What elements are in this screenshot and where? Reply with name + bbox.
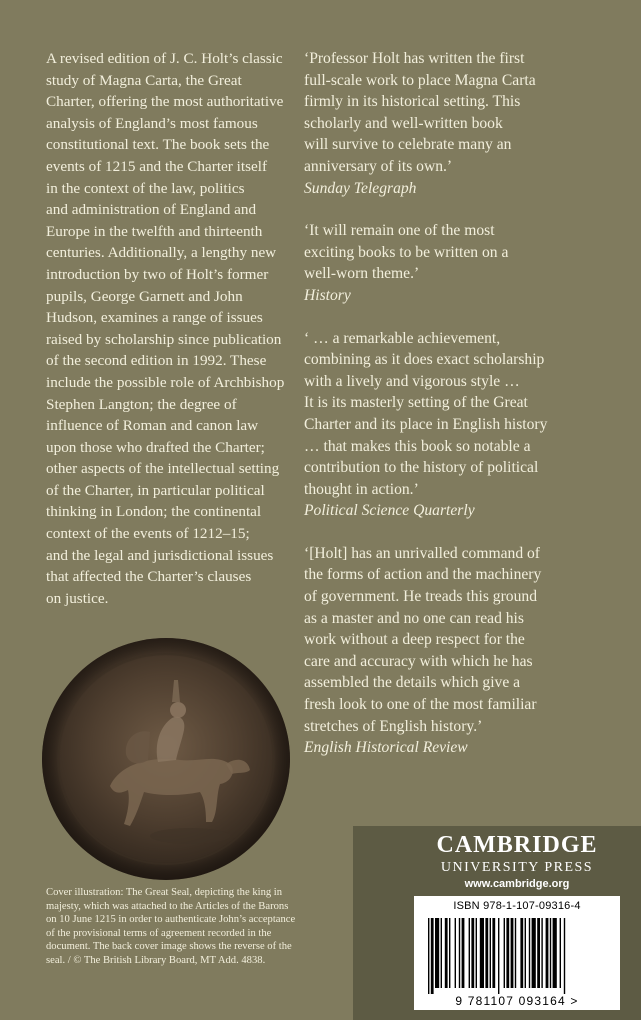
barcode-bar (537, 918, 540, 988)
quote-line: ‘ … a remarkable achievement, (304, 329, 501, 347)
caption-line: seal. / © The British Library Board, MT Add. 4838. (46, 954, 266, 966)
barcode-bar (498, 918, 499, 994)
description-line: context of the events of 1212–15; (46, 525, 250, 543)
barcode-bar (532, 918, 536, 988)
description-line: study of Magna Carta, the Great (46, 71, 242, 89)
quote-line: work without a deep respect for the (304, 631, 525, 649)
description-line: introduction by two of Holt’s former (46, 265, 269, 283)
quote-line: well-worn theme.’ (304, 265, 420, 283)
barcode-box (414, 896, 620, 1010)
barcode-bar (490, 918, 491, 988)
review-quote (304, 48, 624, 199)
barcode-bar (560, 918, 561, 988)
barcode-bar (476, 918, 477, 988)
barcode-bar (550, 918, 551, 988)
barcode-bar (459, 918, 460, 988)
quote-line: firmly in its historical setting. This (304, 93, 521, 111)
barcode-bar (471, 918, 474, 988)
description-line: and administration of England and (46, 201, 257, 219)
description-line: Charter, offering the most authoritative (46, 93, 284, 111)
description-line: in the context of the law, politics (46, 179, 245, 197)
quote-line: It is its masterly setting of the Great (304, 394, 528, 412)
description-line: include the possible role of Archbishop (46, 373, 285, 391)
great-seal-image (40, 636, 292, 882)
barcode-bar (525, 918, 526, 988)
book-description (46, 48, 302, 609)
description-line: and the legal and jurisdictional issues (46, 546, 274, 564)
barcode-bar (462, 918, 465, 988)
barcode-bar (469, 918, 470, 988)
quote-line: stretches of English history.’ (304, 717, 483, 735)
review-quotes (304, 48, 624, 780)
barcode-bar (564, 918, 565, 994)
barcode-bar (541, 918, 542, 988)
quote-line: ‘It will remain one of the most (304, 222, 495, 240)
description-line: centuries. Additionally, a lengthy new (46, 244, 277, 262)
quote-line: with a lively and vigorous style … (304, 372, 520, 390)
barcode-number: 9 781107 093164 > (455, 994, 579, 1008)
cover-illustration-caption (46, 886, 344, 967)
barcode-bar (431, 918, 434, 994)
publisher-panel (353, 826, 641, 1020)
quote-line: ‘Professor Holt has written the first (304, 50, 525, 67)
barcode-bar (553, 918, 557, 988)
review-quote (304, 220, 624, 306)
barcode-bar (435, 918, 439, 988)
barcode-bar (504, 918, 505, 988)
description-line: upon those who drafted the Charter; (46, 438, 265, 456)
review-quote (304, 543, 624, 759)
caption-line: document. The back cover image shows the reverse of the (46, 941, 292, 952)
caption-line: Cover illustration: The Great Seal, depicting the king in (46, 887, 283, 898)
description-line: influence of Roman and canon law (46, 417, 259, 435)
quote-line: fresh look to one of the most familiar (304, 696, 537, 714)
publisher-url[interactable]: www.cambridge.org (464, 878, 570, 890)
description-line: thinking in London; the continental (46, 503, 262, 521)
quote-source: History (304, 286, 351, 304)
barcode-bar (441, 918, 442, 988)
isbn-label: ISBN 978-1-107-09316-4 (453, 900, 581, 912)
description-line: A revised edition of J. C. Holt’s classic (46, 50, 283, 67)
quote-line: assembled the details which give a (304, 674, 521, 692)
description-line: Stephen Langton; the degree of (46, 395, 237, 413)
barcode-bar (480, 918, 484, 988)
quote-source: English Historical Review (304, 739, 468, 757)
quote-source: Political Science Quarterly (304, 502, 475, 520)
review-quote (304, 328, 624, 522)
quote-line: will survive to celebrate many an (304, 136, 512, 154)
description-line: constitutional text. The book sets the (46, 136, 270, 154)
quote-line: combining as it does exact scholarship (304, 351, 545, 369)
caption-line: of the provisional terms of agreement recorded in the (46, 927, 272, 939)
description-line: of the second edition in 1992. These (46, 352, 267, 370)
barcode-bar (449, 918, 450, 988)
quote-line: care and accuracy with which he has (304, 652, 533, 670)
description-line: that affected the Charter’s clauses (46, 568, 252, 586)
quote-source: Sunday Telegraph (304, 179, 417, 197)
quote-line: scholarly and well-written book (304, 114, 503, 132)
description-line: Europe in the twelfth and thirteenth (46, 222, 263, 240)
publisher-name: CAMBRIDGE (436, 832, 598, 858)
caption-line: majesty, which was attached to the Articles of the Barons (46, 900, 289, 912)
caption-line: on 10 June 1215 in order to authenticate John’s acceptance (46, 914, 296, 925)
barcode-bar (455, 918, 456, 988)
description-line: other aspects of the intellectual setting (46, 460, 280, 478)
barcode-bar (506, 918, 509, 988)
barcode-bar (546, 918, 549, 988)
barcode-bar (428, 918, 429, 994)
quote-line: ‘[Holt] has an unrivalled command of (304, 544, 541, 562)
publisher-subtitle: UNIVERSITY PRESS (440, 860, 594, 875)
description-line: of the Charter, in particular political (46, 481, 265, 499)
description-line: pupils, George Garnett and John (46, 287, 243, 305)
description-line: events of 1215 and the Charter itself (46, 157, 267, 175)
quote-line: full-scale work to place Magna Carta (304, 71, 536, 89)
quote-line: Charter and its place in English history (304, 415, 548, 433)
quote-line: exciting books to be written on a (304, 243, 509, 261)
barcode-bar (520, 918, 523, 988)
barcode-icon (428, 918, 606, 994)
barcode-bar (511, 918, 514, 988)
barcode-bar (515, 918, 516, 988)
quote-line: as a master and no one can read his (304, 609, 524, 627)
quote-line: of government. He treads this ground (304, 588, 537, 606)
barcode-bar (485, 918, 488, 988)
quote-line: anniversary of its own.’ (304, 157, 453, 175)
barcode-bar (445, 918, 448, 988)
quote-line: thought in action.’ (304, 480, 419, 498)
description-line: Hudson, examines a range of issues (46, 309, 263, 327)
description-line: analysis of England’s most famous (46, 114, 258, 132)
quote-line: … that makes this book so notable a (304, 437, 531, 455)
quote-line: contribution to the history of political (304, 459, 539, 477)
description-line: on justice. (46, 589, 109, 607)
description-line: raised by scholarship since publication (46, 330, 282, 348)
barcode-bar (492, 918, 495, 988)
barcode-bar (529, 918, 530, 988)
quote-line: the forms of action and the machinery (304, 566, 542, 584)
